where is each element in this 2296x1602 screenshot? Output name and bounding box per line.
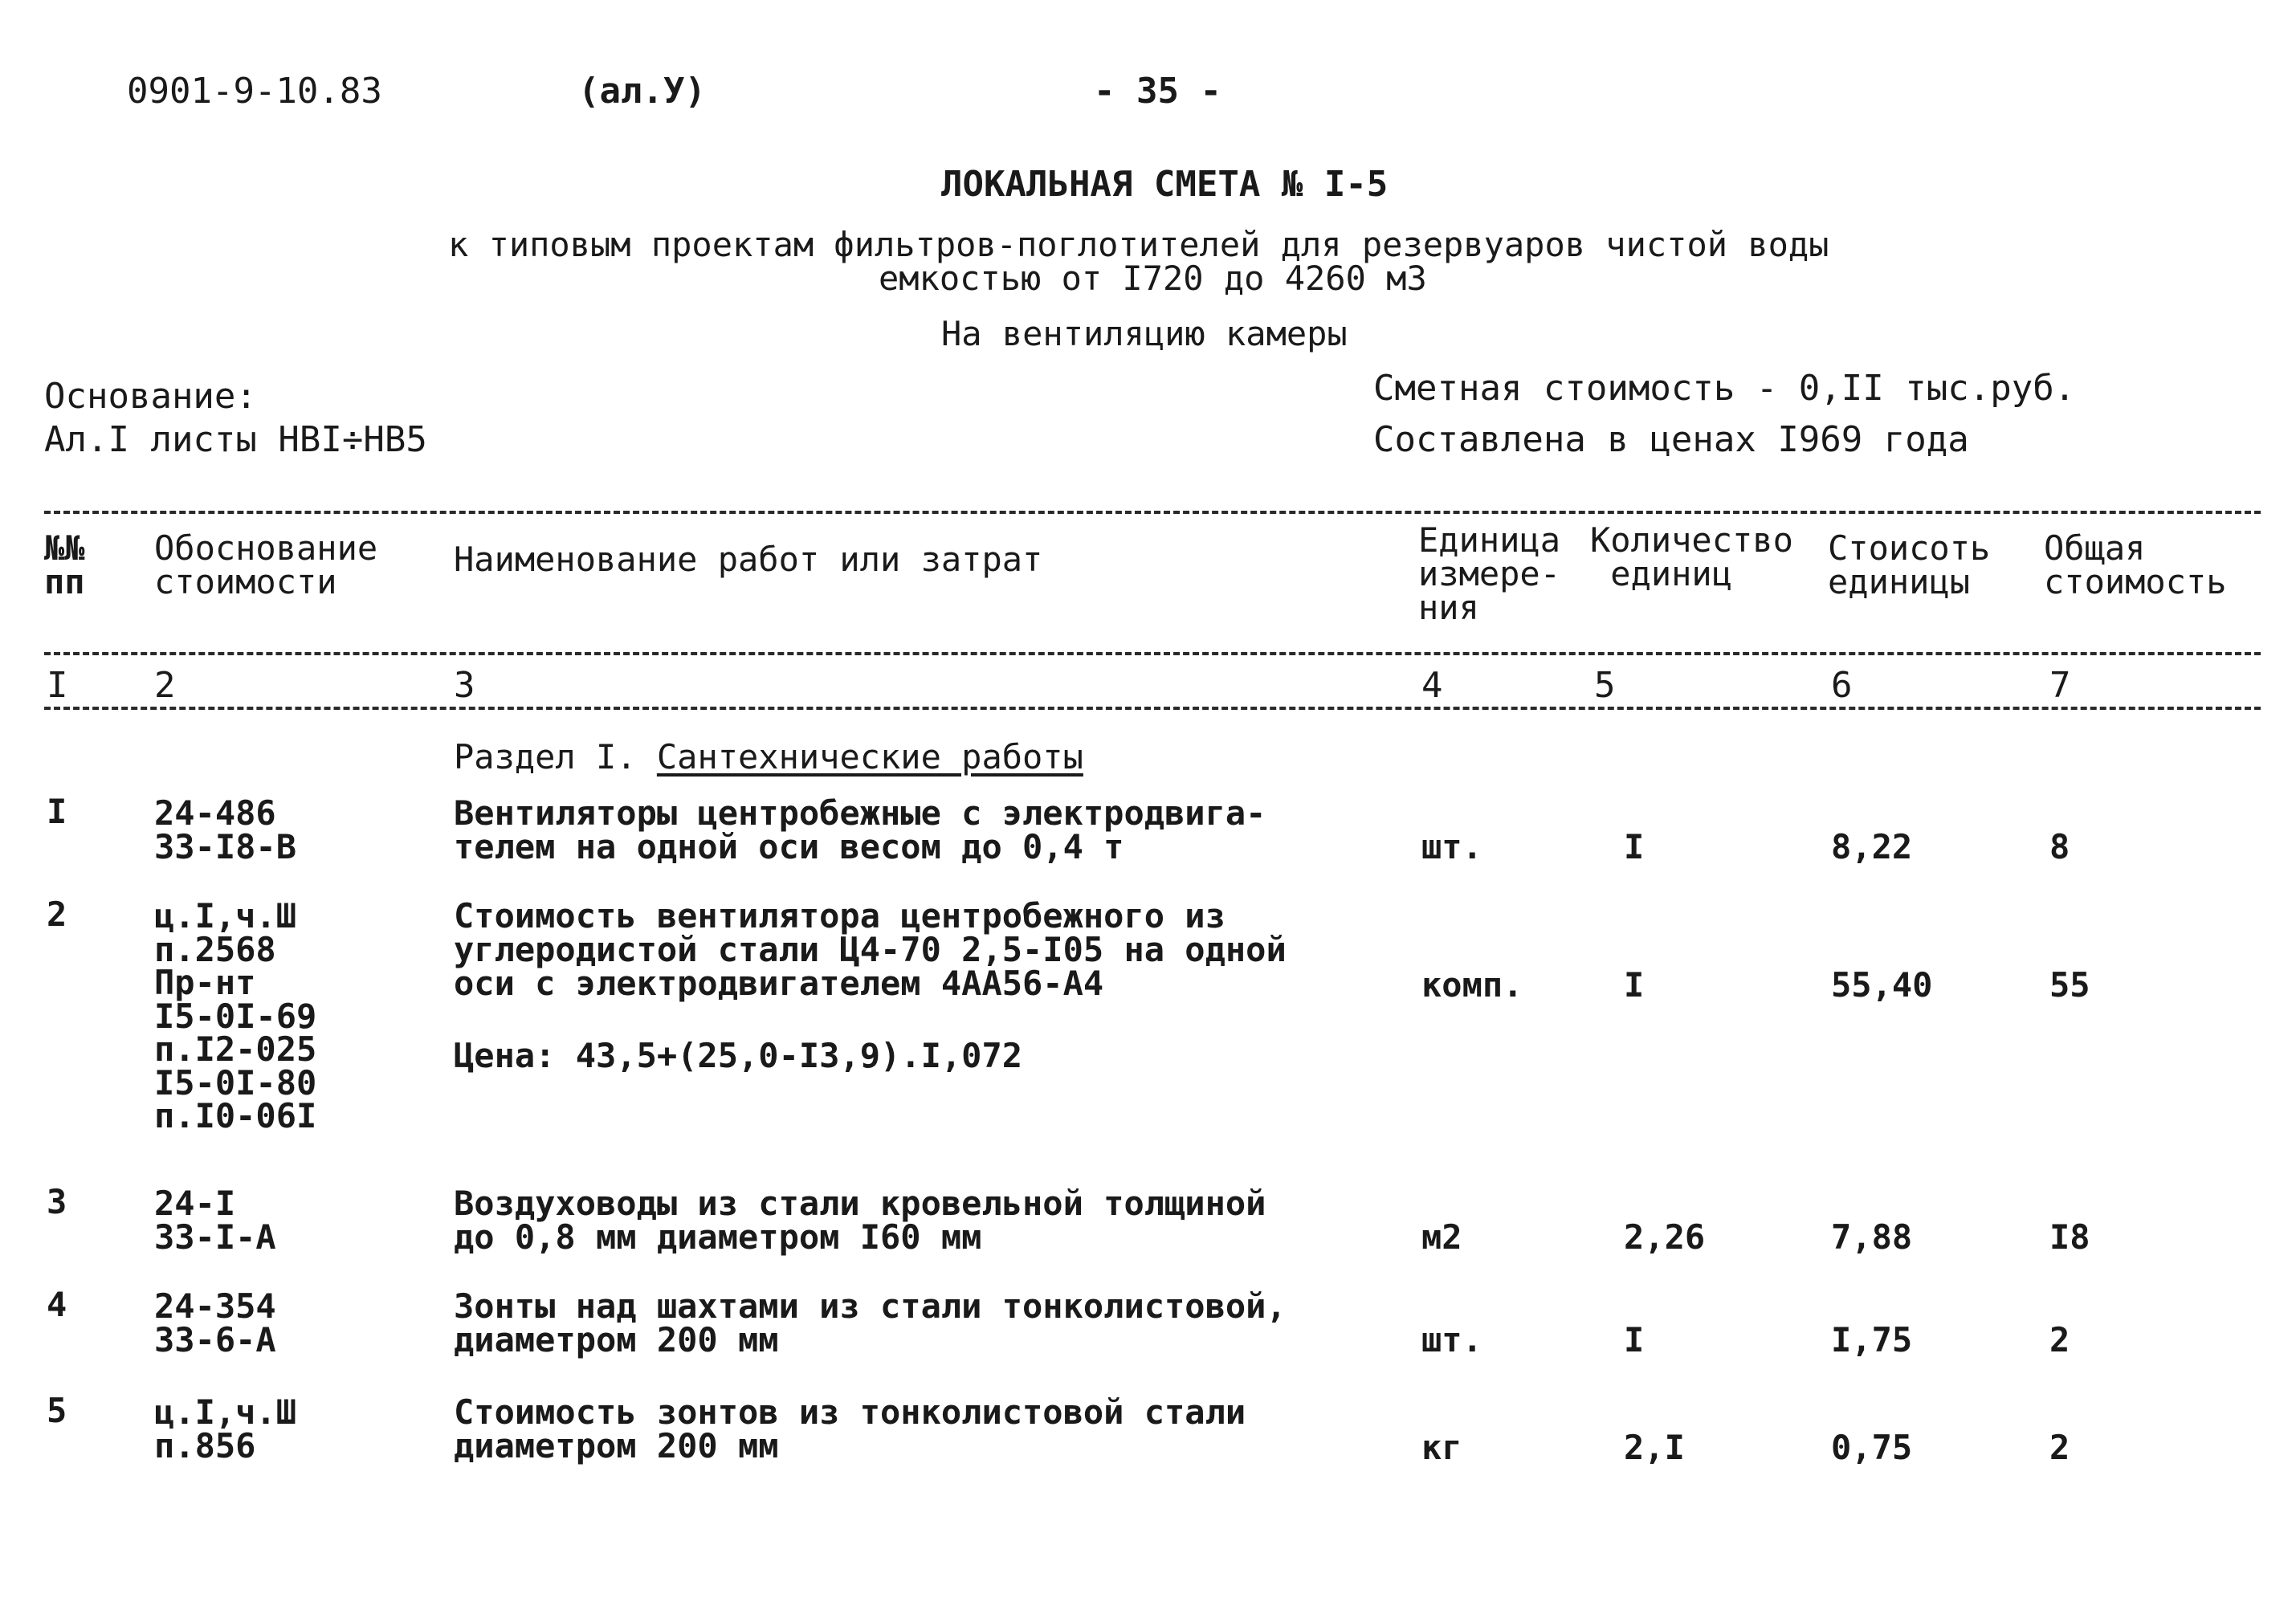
- col-header-unit: Единица измере- ния: [1418, 520, 1561, 627]
- row-total: 2: [2049, 1320, 2070, 1359]
- col-number-2: 2: [154, 665, 176, 706]
- section-title: Сантехнические работы: [656, 737, 1083, 777]
- row-total: I8: [2049, 1217, 2090, 1257]
- row-basis: 24-I 33-I-А: [154, 1184, 276, 1257]
- col-header-number: №№ пп: [44, 528, 85, 601]
- row-unit: шт.: [1421, 1320, 1482, 1359]
- row-unit: м2: [1421, 1217, 1462, 1257]
- row-unit-cost: 0,75: [1831, 1428, 1913, 1467]
- row-number: 5: [47, 1391, 67, 1430]
- row-number: I: [47, 792, 67, 831]
- row-number: 2: [47, 895, 67, 934]
- subtitle-line-1: к типовым проектам фильтров-поглотителей для резервуаров чистой воды: [448, 225, 1829, 264]
- page-number: - 35 -: [1094, 71, 1221, 112]
- col-number-1: I: [47, 665, 68, 706]
- basis-value: Ал.I листы НВI÷НВ5: [44, 419, 427, 460]
- row-name: Зонты над шахтами из стали тонколистовой, диаметром 200 мм: [454, 1286, 1287, 1359]
- section-prefix: Раздел I.: [454, 737, 657, 777]
- col-header-name: Наименование работ или затрат: [454, 540, 1043, 579]
- basis-label: Основание:: [44, 376, 257, 417]
- row-price-note: Цена: 43,5+(25,0-I3,9).I,072: [454, 1036, 1023, 1075]
- row-unit: кг: [1421, 1428, 1462, 1467]
- row-basis: 24-486 33-I8-В: [154, 793, 297, 866]
- row-basis: 24-354 33-6-А: [154, 1286, 276, 1359]
- col-header-quantity: Количество единиц: [1590, 520, 1793, 593]
- column-numbers-rule: [44, 707, 2261, 710]
- row-total: 8: [2049, 827, 2070, 866]
- col-number-4: 4: [1421, 665, 1443, 706]
- row-name: Стоимость зонтов из тонколистовой стали диаметром 200 мм: [454, 1392, 1246, 1465]
- row-unit-cost: 55,40: [1831, 965, 1933, 1005]
- row-quantity: I: [1624, 1320, 1645, 1359]
- prices-year: Составлена в ценах I969 года: [1373, 419, 1969, 460]
- col-number-7: 7: [2049, 665, 2071, 706]
- row-unit: комп.: [1421, 965, 1523, 1005]
- row-quantity: 2,26: [1624, 1217, 1706, 1257]
- col-header-unit-cost: Стоисоть единицы: [1828, 528, 1991, 601]
- col-header-basis: Обоснование стоимости: [154, 528, 378, 601]
- row-unit-cost: 8,22: [1831, 827, 1913, 866]
- estimated-cost: Сметная стоимость - 0,II тыс.руб.: [1373, 368, 2076, 409]
- row-total: 2: [2049, 1428, 2070, 1467]
- estimate-title: ЛОКАЛЬНАЯ СМЕТА № I-5: [941, 164, 1389, 205]
- subtitle-line-3: На вентиляцию камеры: [941, 314, 1348, 353]
- row-basis: ц.I,ч.Ш п.856: [154, 1392, 297, 1465]
- col-number-3: 3: [454, 665, 475, 706]
- section-heading: [454, 737, 1083, 777]
- row-quantity: I: [1624, 965, 1645, 1005]
- header-bottom-rule: [44, 652, 2261, 655]
- row-unit: шт.: [1421, 827, 1482, 866]
- row-name: Вентиляторы центробежные с электродвига- телем на одной оси весом до 0,4 т: [454, 793, 1266, 866]
- col-header-total: Общая стоимость: [2044, 528, 2227, 601]
- row-unit-cost: 7,88: [1831, 1217, 1913, 1257]
- row-basis: ц.I,ч.Ш п.2568 Пр-нт I5-0I-69 п.I2-025 I5-0I-80 п.I0-06I: [154, 896, 317, 1136]
- row-number: 4: [47, 1285, 67, 1324]
- subtitle-line-2: емкостью от I720 до 4260 м3: [879, 259, 1427, 298]
- row-total: 55: [2049, 965, 2090, 1005]
- album-reference: (ал.У): [578, 71, 706, 112]
- row-number: 3: [47, 1182, 67, 1221]
- row-quantity: 2,I: [1624, 1428, 1685, 1467]
- col-number-5: 5: [1594, 665, 1616, 706]
- col-number-6: 6: [1831, 665, 1853, 706]
- table-top-rule: [44, 511, 2261, 514]
- row-name: Воздуховоды из стали кровельной толщиной до 0,8 мм диаметром I60 мм: [454, 1184, 1266, 1257]
- row-quantity: I: [1624, 827, 1645, 866]
- row-name: Стоимость вентилятора центробежного из углеродистой стали Ц4-70 2,5-I05 на одной оси с электродвигателем 4АА56-А4: [454, 896, 1287, 1003]
- row-unit-cost: I,75: [1831, 1320, 1913, 1359]
- document-code: 0901-9-10.83: [127, 71, 382, 112]
